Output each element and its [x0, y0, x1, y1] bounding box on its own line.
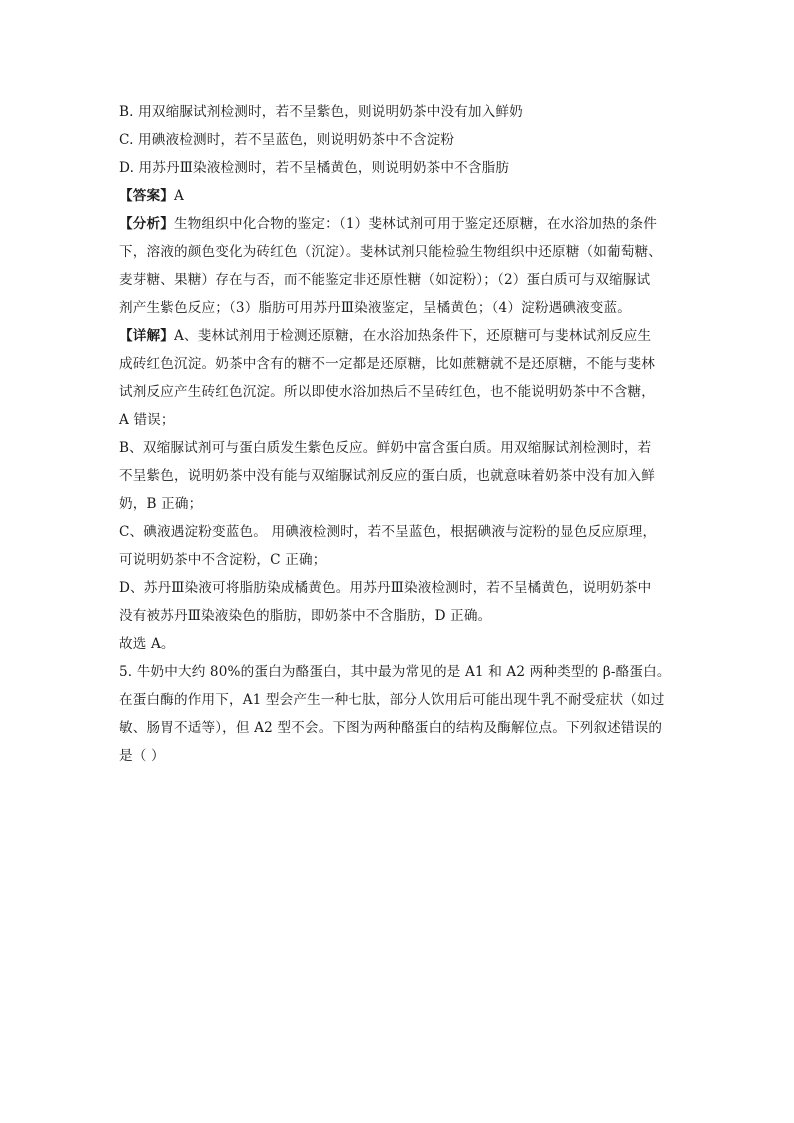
detail-d-line-1: D、苏丹Ⅲ染液可将脂肪染成橘黄色。用苏丹Ⅲ染液检测时，若不呈橘黄色，说明奶茶中: [119, 580, 652, 596]
analysis-text: 生物组织中化合物的鉴定：（1）斐林试剂可用于鉴定还原糖，在水浴加热的条件: [173, 216, 658, 232]
detail-a-line-4: A 错误；: [119, 412, 175, 428]
detail-b-line-2: 不呈紫色，说明奶茶中没有能与双缩脲试剂反应的蛋白质，也就意味着奶茶中没有加入鲜: [119, 468, 656, 484]
detail-c-line-2: 可说明奶茶中不含淀粉，C 正确；: [119, 552, 327, 568]
detail-c-line-1: C、碘液遇淀粉变蓝色。 用碘液检测时，若不呈蓝色，根据碘液与淀粉的显色反应原理，: [119, 524, 657, 540]
detail-section: [119, 322, 679, 658]
question-5-line-1: 5. 牛奶中大约 80%的蛋白为酪蛋白，其中最为常见的是 A1 和 A2 两种类型的 β-酪蛋白。: [119, 664, 671, 680]
analysis-line-1: [119, 210, 679, 238]
detail-a-line-3: 试剂反应产生砖红色沉淀。所以即使水浴加热后不呈砖红色，也不能说明奶茶中不含糖，: [119, 384, 656, 400]
option-b: B. 用双缩脲试剂检测时，若不呈紫色，则说明奶茶中没有加入鲜奶: [119, 104, 523, 120]
analysis-tag: 【分析】: [119, 216, 174, 232]
analysis-line-3: 麦芽糖、果糖）存在与否，而不能鉴定非还原性糖（如淀粉）；（2）蛋白质可与双缩脲试: [119, 272, 651, 288]
question-5: [119, 658, 679, 770]
detail-a-text: A、斐林试剂用于检测还原糖，在水浴加热条件下，还原糖可与斐林试剂反应生: [173, 328, 652, 344]
detail-b-line-3: 奶，B 正确；: [119, 496, 203, 512]
document-page: [119, 98, 679, 770]
detail-tag: 【详解】: [119, 328, 174, 344]
answer-value: A: [173, 188, 184, 204]
question-5-line-4: 是（ ）: [119, 748, 165, 764]
option-d: D. 用苏丹Ⅲ染液检测时，若不呈橘黄色，则说明奶茶中不含脂肪: [119, 160, 510, 176]
option-c: C. 用碘液检测时，若不呈蓝色，则说明奶茶中不含淀粉: [119, 132, 455, 148]
detail-conclusion: 故选 A。: [119, 636, 175, 652]
question-5-line-2: 在蛋白酶的作用下，A1 型会产生一种七肽，部分人饮用后可能出现牛乳不耐受症状（如过: [119, 692, 665, 708]
analysis-line-4: 剂产生紫色反应；（3）脂肪可用苏丹Ⅲ染液鉴定，呈橘黄色；（4）淀粉遇碘液变蓝。: [119, 300, 632, 316]
analysis-section: [119, 210, 679, 322]
answer-tag: 【答案】: [119, 188, 174, 204]
detail-b-line-1: B、双缩脲试剂可与蛋白质发生紫色反应。鲜奶中富含蛋白质。用双缩脲试剂检测时，若: [119, 440, 652, 456]
detail-a-line-1: [119, 322, 679, 350]
answer-line: [119, 182, 679, 210]
detail-a-line-2: 成砖红色沉淀。奶茶中含有的糖不一定都是还原糖，比如蔗糖就不是还原糖，不能与斐林: [119, 356, 656, 372]
analysis-line-2: 下，溶液的颜色变化为砖红色（沉淀）。斐林试剂只能检验生物组织中还原糖（如葡萄糖、: [119, 244, 662, 260]
question-5-line-3: 敏、肠胃不适等），但 A2 型不会。下图为两种酪蛋白的结构及酶解位点。下列叙述错误的: [119, 720, 663, 736]
detail-d-line-2: 没有被苏丹Ⅲ染液染色的脂肪，即奶茶中不含脂肪，D 正确。: [119, 608, 492, 624]
